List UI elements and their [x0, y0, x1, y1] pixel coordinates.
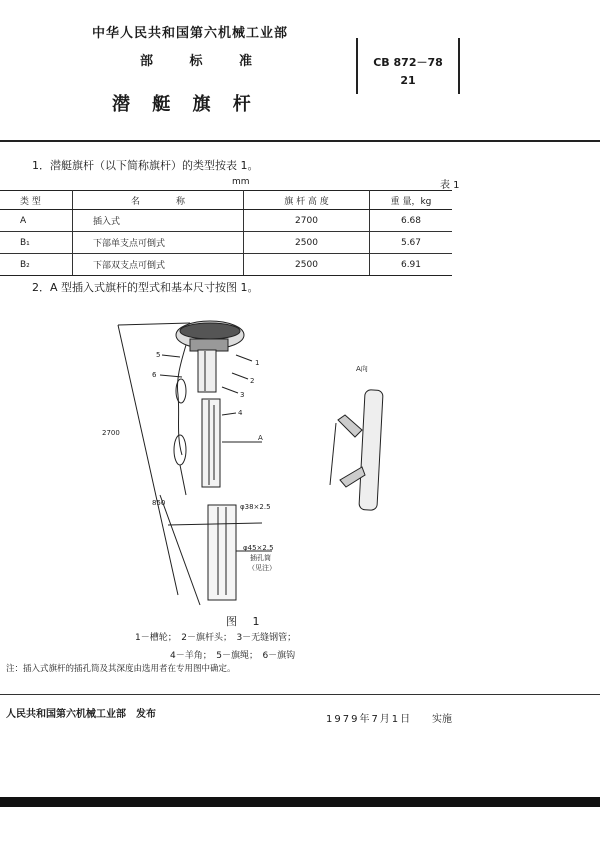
publisher-line: 人民共和国第六机械工业部 发布: [6, 709, 156, 720]
cell-type: B₂: [0, 254, 73, 276]
dim-pipe-diameter: φ38×2.5: [240, 503, 271, 511]
document-title: 潜 艇 旗 杆: [112, 94, 259, 115]
label-5: 5: [156, 351, 161, 359]
section-2-text: 2．A 型插入式旗杆的型式和基本尺寸按图 1。: [32, 281, 259, 294]
scan-edge-band: [0, 797, 600, 807]
section-mark: A: [258, 434, 263, 442]
figure-legend-line-2: 4－羊角； 5－旗绳； 6－旗钩: [170, 651, 296, 661]
cell-name: 下部双支点可倒式: [73, 254, 244, 276]
table-row: [0, 210, 452, 232]
table-row: [0, 254, 452, 276]
header-name: 名 称: [73, 191, 244, 210]
header-height: 旗 杆 高 度: [244, 191, 370, 210]
table-label: 表 1: [440, 180, 460, 191]
cell-weight: 6.68: [370, 210, 453, 232]
standard-type: 部 标 准: [140, 54, 269, 69]
implementation-date: 1979年7月1日: [326, 714, 413, 725]
label-4: 4: [238, 409, 243, 417]
table-row: [0, 232, 452, 254]
header-rule: [0, 140, 600, 142]
type-table: [0, 190, 452, 276]
view-label: A向: [356, 365, 368, 373]
figure-caption: 图 1: [226, 615, 266, 628]
cell-weight: 5.67: [370, 232, 453, 254]
cell-height: 2500: [244, 232, 370, 254]
standard-number-box: [356, 38, 460, 94]
footer-rule: [0, 694, 600, 695]
table-header-row: [0, 191, 452, 210]
cell-type: A: [0, 210, 73, 232]
page-number: 21: [400, 74, 416, 87]
cell-height: 2700: [244, 210, 370, 232]
socket-note: （见注）: [248, 564, 276, 572]
implementation-label: 实施: [432, 714, 452, 725]
flagpole-drawing: [0, 295, 600, 610]
unit-label: mm: [232, 177, 250, 187]
cell-name: 下部单支点可倒式: [73, 232, 244, 254]
dim-height: 2700: [102, 429, 120, 437]
cell-height: 2500: [244, 254, 370, 276]
label-1: 1: [255, 359, 260, 367]
header-type: 类 型: [0, 191, 73, 210]
label-2: 2: [250, 377, 255, 385]
label-6: 6: [152, 371, 157, 379]
dim-socket-diameter: φ45×2.5: [243, 544, 274, 552]
header-weight: 重 量，kg: [370, 191, 453, 210]
cell-type: B₁: [0, 232, 73, 254]
figure-legend-line-1: 1－槽轮； 2－旗杆头； 3－无缝钢管；: [135, 633, 297, 643]
cell-weight: 6.91: [370, 254, 453, 276]
ministry-name: 中华人民共和国第六机械工业部: [92, 26, 289, 41]
cell-name: 插入式: [73, 210, 244, 232]
dim-insert-depth: 850: [152, 499, 166, 507]
section-1-text: 1．潜艇旗杆（以下简称旗杆）的类型按表 1。: [32, 159, 259, 172]
label-3: 3: [240, 391, 245, 399]
socket-name: 插孔筒: [250, 554, 271, 562]
footnote: 注：插入式旗杆的插孔筒及其深度由选用者在专用图中确定。: [6, 664, 236, 674]
standard-number: CB 872－78: [373, 56, 443, 69]
